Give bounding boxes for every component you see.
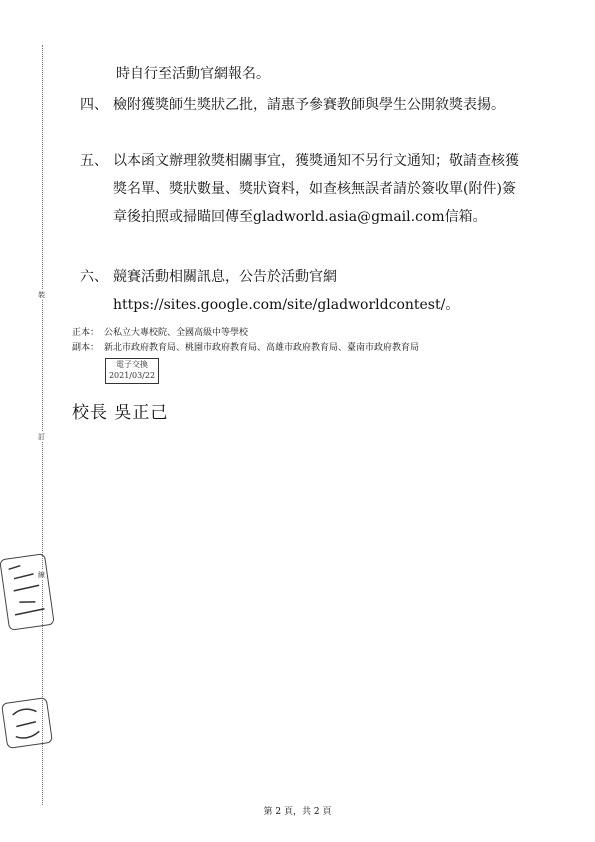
electronic-exchange-stamp: 電子交換 2021/03/22 [105, 358, 159, 384]
item-text: 以本函文辦理敘獎相關事宜，獲獎通知不另行文通知；敬請查核獲獎名單、獎狀數量、獎狀資料，如查核無誤者請於簽收單(附件)簽章後拍照或掃瞄回傳至gladworld.asia@gmail.com信箱。 [113, 153, 519, 225]
item-continuation: 時自行至活動官網報名。 [116, 66, 270, 82]
item-6 [80, 263, 520, 319]
item-5 [80, 147, 520, 231]
recipients-copy-label: 副本： [72, 343, 100, 353]
recipients-main-value: 公私立大專校院、全國高級中等學校 [104, 328, 249, 338]
recipients-main [72, 326, 248, 340]
recipients-copy-value: 新北市政府教育局、桃園市政府教育局、高雄市政府教育局、臺南市政府教育局 [104, 343, 420, 353]
binding-mark-line: 線 [38, 571, 45, 579]
binding-mark-staple: 訂 [38, 433, 45, 441]
page-number-stamp-image [1, 697, 53, 749]
item-number: 四、 [80, 97, 108, 113]
page-footer: 第 2 頁，共 2 頁 [263, 807, 332, 817]
item-number: 六、 [80, 269, 108, 285]
recipients-main-label: 正本： [72, 328, 100, 338]
binding-line [42, 45, 43, 805]
signer: 校長 吳正己 [72, 403, 169, 423]
item-number: 五、 [80, 153, 108, 169]
binding-mark-bind: 裝 [38, 291, 45, 299]
receipt-stamp-image [0, 553, 55, 631]
item-text: 競賽活動相關訊息，公告於活動官網https://sites.google.com/site/gladworldcontest/。 [113, 269, 460, 313]
item-4 [80, 91, 520, 119]
item-text: 檢附獲獎師生獎狀乙批，請惠予參賽教師與學生公開敘獎表揚。 [113, 97, 505, 113]
recipients-copy [72, 341, 419, 355]
